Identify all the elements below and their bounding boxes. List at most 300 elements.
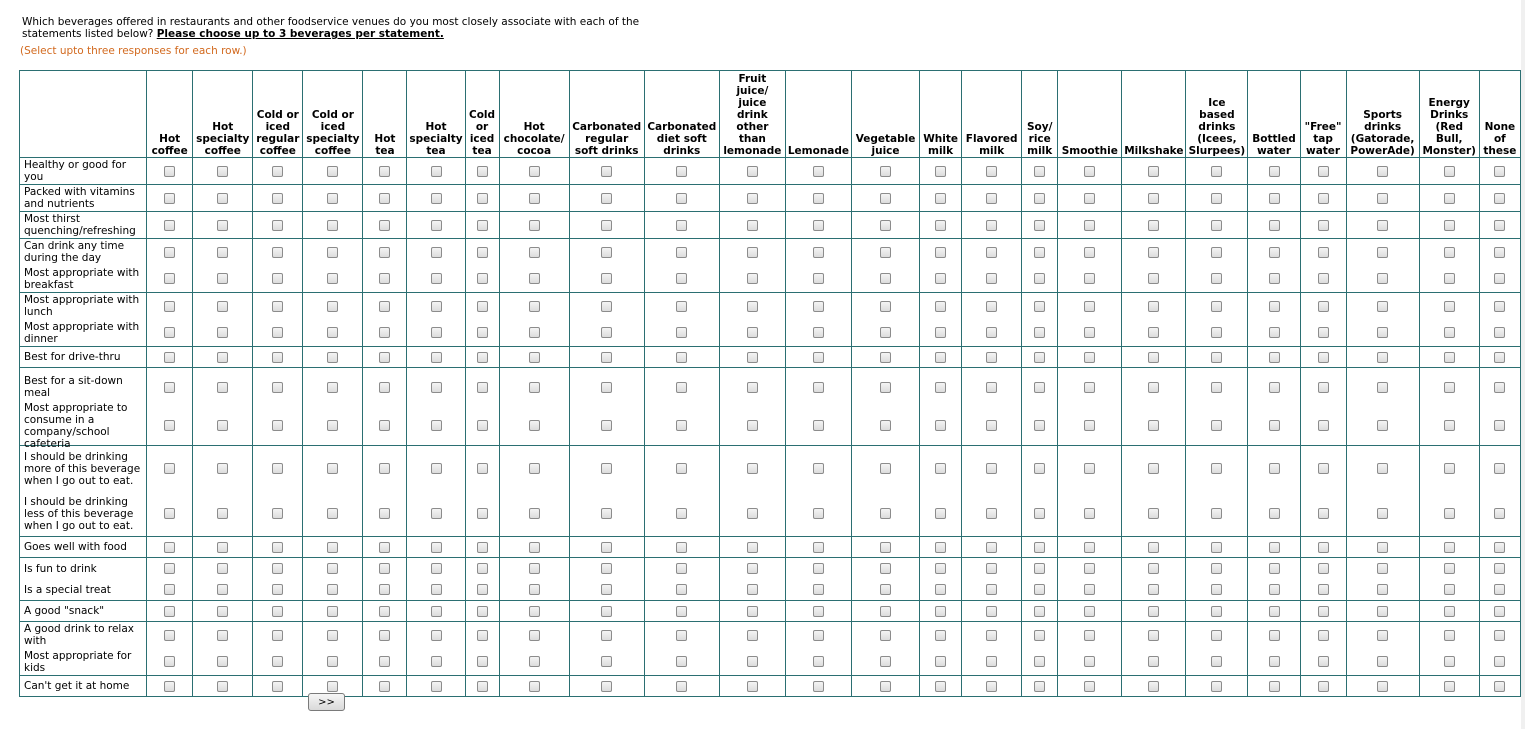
- response-checkbox[interactable]: [327, 301, 338, 312]
- response-checkbox[interactable]: [1211, 327, 1222, 338]
- response-checkbox[interactable]: [1377, 220, 1388, 231]
- response-checkbox[interactable]: [813, 606, 824, 617]
- response-checkbox[interactable]: [1494, 656, 1505, 667]
- response-checkbox[interactable]: [529, 247, 540, 258]
- response-checkbox[interactable]: [1494, 463, 1505, 474]
- response-checkbox[interactable]: [601, 166, 612, 177]
- response-checkbox[interactable]: [747, 273, 758, 284]
- response-checkbox[interactable]: [813, 463, 824, 474]
- response-checkbox[interactable]: [1377, 166, 1388, 177]
- response-checkbox[interactable]: [747, 463, 758, 474]
- response-checkbox[interactable]: [272, 606, 283, 617]
- response-checkbox[interactable]: [272, 327, 283, 338]
- response-checkbox[interactable]: [272, 247, 283, 258]
- response-checkbox[interactable]: [1148, 220, 1159, 231]
- response-checkbox[interactable]: [676, 508, 687, 519]
- response-checkbox[interactable]: [935, 220, 946, 231]
- response-checkbox[interactable]: [813, 542, 824, 553]
- response-checkbox[interactable]: [880, 420, 891, 431]
- response-checkbox[interactable]: [431, 273, 442, 284]
- response-checkbox[interactable]: [880, 193, 891, 204]
- response-checkbox[interactable]: [1211, 508, 1222, 519]
- response-checkbox[interactable]: [272, 463, 283, 474]
- response-checkbox[interactable]: [676, 606, 687, 617]
- response-checkbox[interactable]: [529, 301, 540, 312]
- response-checkbox[interactable]: [1269, 382, 1280, 393]
- response-checkbox[interactable]: [379, 327, 390, 338]
- response-checkbox[interactable]: [1034, 327, 1045, 338]
- response-checkbox[interactable]: [986, 352, 997, 363]
- response-checkbox[interactable]: [327, 584, 338, 595]
- response-checkbox[interactable]: [1494, 220, 1505, 231]
- response-checkbox[interactable]: [986, 606, 997, 617]
- response-checkbox[interactable]: [1269, 630, 1280, 641]
- response-checkbox[interactable]: [1084, 463, 1095, 474]
- response-checkbox[interactable]: [1444, 220, 1455, 231]
- response-checkbox[interactable]: [217, 542, 228, 553]
- response-checkbox[interactable]: [272, 193, 283, 204]
- response-checkbox[interactable]: [379, 352, 390, 363]
- response-checkbox[interactable]: [813, 420, 824, 431]
- response-checkbox[interactable]: [477, 463, 488, 474]
- response-checkbox[interactable]: [272, 542, 283, 553]
- response-checkbox[interactable]: [1084, 508, 1095, 519]
- response-checkbox[interactable]: [880, 681, 891, 692]
- response-checkbox[interactable]: [1494, 327, 1505, 338]
- response-checkbox[interactable]: [747, 563, 758, 574]
- response-checkbox[interactable]: [529, 166, 540, 177]
- response-checkbox[interactable]: [164, 630, 175, 641]
- response-checkbox[interactable]: [1377, 352, 1388, 363]
- response-checkbox[interactable]: [327, 463, 338, 474]
- response-checkbox[interactable]: [379, 508, 390, 519]
- response-checkbox[interactable]: [676, 327, 687, 338]
- response-checkbox[interactable]: [272, 508, 283, 519]
- response-checkbox[interactable]: [1148, 247, 1159, 258]
- response-checkbox[interactable]: [880, 327, 891, 338]
- response-checkbox[interactable]: [327, 327, 338, 338]
- response-checkbox[interactable]: [477, 563, 488, 574]
- response-checkbox[interactable]: [1211, 656, 1222, 667]
- response-checkbox[interactable]: [747, 166, 758, 177]
- response-checkbox[interactable]: [1034, 166, 1045, 177]
- response-checkbox[interactable]: [601, 508, 612, 519]
- response-checkbox[interactable]: [1084, 382, 1095, 393]
- response-checkbox[interactable]: [1211, 247, 1222, 258]
- response-checkbox[interactable]: [1318, 630, 1329, 641]
- response-checkbox[interactable]: [431, 463, 442, 474]
- response-checkbox[interactable]: [1148, 542, 1159, 553]
- response-checkbox[interactable]: [431, 630, 442, 641]
- response-checkbox[interactable]: [164, 463, 175, 474]
- response-checkbox[interactable]: [431, 327, 442, 338]
- response-checkbox[interactable]: [379, 193, 390, 204]
- response-checkbox[interactable]: [1444, 301, 1455, 312]
- response-checkbox[interactable]: [1211, 463, 1222, 474]
- response-checkbox[interactable]: [529, 630, 540, 641]
- response-checkbox[interactable]: [813, 382, 824, 393]
- response-checkbox[interactable]: [1034, 542, 1045, 553]
- response-checkbox[interactable]: [747, 630, 758, 641]
- response-checkbox[interactable]: [880, 166, 891, 177]
- response-checkbox[interactable]: [880, 630, 891, 641]
- response-checkbox[interactable]: [1034, 630, 1045, 641]
- response-checkbox[interactable]: [1084, 681, 1095, 692]
- response-checkbox[interactable]: [431, 193, 442, 204]
- response-checkbox[interactable]: [272, 301, 283, 312]
- response-checkbox[interactable]: [1211, 681, 1222, 692]
- response-checkbox[interactable]: [601, 327, 612, 338]
- response-checkbox[interactable]: [272, 220, 283, 231]
- response-checkbox[interactable]: [747, 220, 758, 231]
- response-checkbox[interactable]: [529, 193, 540, 204]
- response-checkbox[interactable]: [529, 420, 540, 431]
- response-checkbox[interactable]: [1211, 630, 1222, 641]
- response-checkbox[interactable]: [1377, 681, 1388, 692]
- response-checkbox[interactable]: [1377, 630, 1388, 641]
- response-checkbox[interactable]: [813, 193, 824, 204]
- response-checkbox[interactable]: [1269, 420, 1280, 431]
- response-checkbox[interactable]: [1494, 606, 1505, 617]
- response-checkbox[interactable]: [601, 420, 612, 431]
- response-checkbox[interactable]: [477, 247, 488, 258]
- response-checkbox[interactable]: [217, 327, 228, 338]
- response-checkbox[interactable]: [327, 273, 338, 284]
- response-checkbox[interactable]: [1211, 193, 1222, 204]
- response-checkbox[interactable]: [1148, 463, 1159, 474]
- response-checkbox[interactable]: [935, 420, 946, 431]
- response-checkbox[interactable]: [477, 301, 488, 312]
- response-checkbox[interactable]: [164, 606, 175, 617]
- response-checkbox[interactable]: [1148, 352, 1159, 363]
- response-checkbox[interactable]: [1084, 656, 1095, 667]
- response-checkbox[interactable]: [327, 420, 338, 431]
- response-checkbox[interactable]: [747, 382, 758, 393]
- response-checkbox[interactable]: [1148, 420, 1159, 431]
- response-checkbox[interactable]: [676, 420, 687, 431]
- response-checkbox[interactable]: [986, 301, 997, 312]
- response-checkbox[interactable]: [327, 352, 338, 363]
- response-checkbox[interactable]: [477, 584, 488, 595]
- response-checkbox[interactable]: [1148, 584, 1159, 595]
- response-checkbox[interactable]: [1211, 352, 1222, 363]
- response-checkbox[interactable]: [529, 542, 540, 553]
- response-checkbox[interactable]: [217, 166, 228, 177]
- response-checkbox[interactable]: [217, 420, 228, 431]
- response-checkbox[interactable]: [1034, 220, 1045, 231]
- response-checkbox[interactable]: [1269, 220, 1280, 231]
- response-checkbox[interactable]: [1444, 463, 1455, 474]
- response-checkbox[interactable]: [1211, 220, 1222, 231]
- response-checkbox[interactable]: [747, 681, 758, 692]
- response-checkbox[interactable]: [217, 584, 228, 595]
- response-checkbox[interactable]: [1318, 542, 1329, 553]
- response-checkbox[interactable]: [1377, 508, 1388, 519]
- response-checkbox[interactable]: [1444, 166, 1455, 177]
- response-checkbox[interactable]: [880, 508, 891, 519]
- response-checkbox[interactable]: [431, 606, 442, 617]
- response-checkbox[interactable]: [1494, 681, 1505, 692]
- response-checkbox[interactable]: [935, 630, 946, 641]
- response-checkbox[interactable]: [1084, 606, 1095, 617]
- response-checkbox[interactable]: [529, 584, 540, 595]
- response-checkbox[interactable]: [1211, 382, 1222, 393]
- response-checkbox[interactable]: [1211, 563, 1222, 574]
- response-checkbox[interactable]: [986, 273, 997, 284]
- response-checkbox[interactable]: [676, 563, 687, 574]
- response-checkbox[interactable]: [217, 606, 228, 617]
- response-checkbox[interactable]: [1377, 301, 1388, 312]
- response-checkbox[interactable]: [477, 508, 488, 519]
- response-checkbox[interactable]: [1269, 606, 1280, 617]
- response-checkbox[interactable]: [431, 166, 442, 177]
- response-checkbox[interactable]: [1494, 542, 1505, 553]
- response-checkbox[interactable]: [1034, 606, 1045, 617]
- response-checkbox[interactable]: [217, 193, 228, 204]
- response-checkbox[interactable]: [1318, 463, 1329, 474]
- response-checkbox[interactable]: [1034, 247, 1045, 258]
- response-checkbox[interactable]: [431, 220, 442, 231]
- response-checkbox[interactable]: [217, 352, 228, 363]
- response-checkbox[interactable]: [272, 584, 283, 595]
- response-checkbox[interactable]: [272, 166, 283, 177]
- response-checkbox[interactable]: [1318, 301, 1329, 312]
- response-checkbox[interactable]: [379, 301, 390, 312]
- response-checkbox[interactable]: [1084, 420, 1095, 431]
- response-checkbox[interactable]: [1034, 681, 1045, 692]
- response-checkbox[interactable]: [164, 681, 175, 692]
- response-checkbox[interactable]: [1034, 193, 1045, 204]
- response-checkbox[interactable]: [1034, 563, 1045, 574]
- response-checkbox[interactable]: [1318, 656, 1329, 667]
- response-checkbox[interactable]: [164, 166, 175, 177]
- response-checkbox[interactable]: [935, 542, 946, 553]
- response-checkbox[interactable]: [1318, 220, 1329, 231]
- response-checkbox[interactable]: [1211, 420, 1222, 431]
- response-checkbox[interactable]: [1148, 273, 1159, 284]
- response-checkbox[interactable]: [986, 327, 997, 338]
- response-checkbox[interactable]: [813, 656, 824, 667]
- response-checkbox[interactable]: [477, 220, 488, 231]
- response-checkbox[interactable]: [1269, 352, 1280, 363]
- response-checkbox[interactable]: [1494, 508, 1505, 519]
- response-checkbox[interactable]: [935, 584, 946, 595]
- response-checkbox[interactable]: [379, 420, 390, 431]
- response-checkbox[interactable]: [272, 273, 283, 284]
- response-checkbox[interactable]: [1034, 584, 1045, 595]
- response-checkbox[interactable]: [1211, 273, 1222, 284]
- response-checkbox[interactable]: [1269, 327, 1280, 338]
- response-checkbox[interactable]: [1148, 656, 1159, 667]
- response-checkbox[interactable]: [477, 166, 488, 177]
- response-checkbox[interactable]: [747, 508, 758, 519]
- response-checkbox[interactable]: [1148, 301, 1159, 312]
- response-checkbox[interactable]: [1148, 382, 1159, 393]
- response-checkbox[interactable]: [164, 247, 175, 258]
- response-checkbox[interactable]: [601, 220, 612, 231]
- response-checkbox[interactable]: [327, 606, 338, 617]
- response-checkbox[interactable]: [1318, 193, 1329, 204]
- response-checkbox[interactable]: [1444, 681, 1455, 692]
- response-checkbox[interactable]: [1318, 247, 1329, 258]
- response-checkbox[interactable]: [477, 382, 488, 393]
- response-checkbox[interactable]: [164, 563, 175, 574]
- response-checkbox[interactable]: [935, 193, 946, 204]
- response-checkbox[interactable]: [1269, 681, 1280, 692]
- response-checkbox[interactable]: [431, 382, 442, 393]
- response-checkbox[interactable]: [477, 352, 488, 363]
- response-checkbox[interactable]: [986, 463, 997, 474]
- response-checkbox[interactable]: [1269, 508, 1280, 519]
- response-checkbox[interactable]: [1377, 247, 1388, 258]
- response-checkbox[interactable]: [1318, 352, 1329, 363]
- response-checkbox[interactable]: [601, 463, 612, 474]
- response-checkbox[interactable]: [1444, 630, 1455, 641]
- response-checkbox[interactable]: [431, 681, 442, 692]
- response-checkbox[interactable]: [935, 352, 946, 363]
- response-checkbox[interactable]: [431, 656, 442, 667]
- response-checkbox[interactable]: [379, 382, 390, 393]
- response-checkbox[interactable]: [1084, 563, 1095, 574]
- response-checkbox[interactable]: [601, 681, 612, 692]
- response-checkbox[interactable]: [986, 542, 997, 553]
- response-checkbox[interactable]: [676, 630, 687, 641]
- response-checkbox[interactable]: [1034, 301, 1045, 312]
- response-checkbox[interactable]: [431, 352, 442, 363]
- response-checkbox[interactable]: [1084, 542, 1095, 553]
- response-checkbox[interactable]: [747, 542, 758, 553]
- response-checkbox[interactable]: [601, 382, 612, 393]
- response-checkbox[interactable]: [935, 463, 946, 474]
- response-checkbox[interactable]: [1269, 247, 1280, 258]
- response-checkbox[interactable]: [217, 301, 228, 312]
- response-checkbox[interactable]: [935, 327, 946, 338]
- response-checkbox[interactable]: [935, 166, 946, 177]
- response-checkbox[interactable]: [1494, 584, 1505, 595]
- response-checkbox[interactable]: [379, 656, 390, 667]
- response-checkbox[interactable]: [1211, 301, 1222, 312]
- response-checkbox[interactable]: [676, 584, 687, 595]
- response-checkbox[interactable]: [1148, 630, 1159, 641]
- response-checkbox[interactable]: [880, 220, 891, 231]
- response-checkbox[interactable]: [217, 220, 228, 231]
- response-checkbox[interactable]: [529, 220, 540, 231]
- response-checkbox[interactable]: [813, 166, 824, 177]
- response-checkbox[interactable]: [880, 656, 891, 667]
- response-checkbox[interactable]: [529, 327, 540, 338]
- response-checkbox[interactable]: [379, 273, 390, 284]
- response-checkbox[interactable]: [327, 508, 338, 519]
- response-checkbox[interactable]: [1444, 606, 1455, 617]
- response-checkbox[interactable]: [676, 463, 687, 474]
- response-checkbox[interactable]: [601, 273, 612, 284]
- response-checkbox[interactable]: [379, 681, 390, 692]
- response-checkbox[interactable]: [1494, 420, 1505, 431]
- response-checkbox[interactable]: [1084, 193, 1095, 204]
- response-checkbox[interactable]: [431, 563, 442, 574]
- response-checkbox[interactable]: [477, 542, 488, 553]
- response-checkbox[interactable]: [164, 420, 175, 431]
- response-checkbox[interactable]: [676, 681, 687, 692]
- response-checkbox[interactable]: [747, 193, 758, 204]
- response-checkbox[interactable]: [1084, 630, 1095, 641]
- response-checkbox[interactable]: [529, 463, 540, 474]
- response-checkbox[interactable]: [1211, 166, 1222, 177]
- response-checkbox[interactable]: [477, 606, 488, 617]
- response-checkbox[interactable]: [813, 584, 824, 595]
- response-checkbox[interactable]: [217, 382, 228, 393]
- response-checkbox[interactable]: [1318, 563, 1329, 574]
- response-checkbox[interactable]: [676, 273, 687, 284]
- response-checkbox[interactable]: [1444, 584, 1455, 595]
- response-checkbox[interactable]: [1444, 352, 1455, 363]
- response-checkbox[interactable]: [327, 681, 338, 692]
- response-checkbox[interactable]: [327, 193, 338, 204]
- response-checkbox[interactable]: [477, 420, 488, 431]
- response-checkbox[interactable]: [431, 301, 442, 312]
- response-checkbox[interactable]: [1377, 542, 1388, 553]
- response-checkbox[interactable]: [1269, 273, 1280, 284]
- response-checkbox[interactable]: [676, 193, 687, 204]
- response-checkbox[interactable]: [601, 542, 612, 553]
- response-checkbox[interactable]: [676, 166, 687, 177]
- response-checkbox[interactable]: [477, 327, 488, 338]
- response-checkbox[interactable]: [1444, 542, 1455, 553]
- response-checkbox[interactable]: [379, 247, 390, 258]
- response-checkbox[interactable]: [813, 247, 824, 258]
- response-checkbox[interactable]: [431, 584, 442, 595]
- response-checkbox[interactable]: [1494, 166, 1505, 177]
- response-checkbox[interactable]: [1377, 563, 1388, 574]
- response-checkbox[interactable]: [935, 656, 946, 667]
- response-checkbox[interactable]: [164, 301, 175, 312]
- response-checkbox[interactable]: [529, 273, 540, 284]
- response-checkbox[interactable]: [217, 273, 228, 284]
- response-checkbox[interactable]: [747, 584, 758, 595]
- response-checkbox[interactable]: [529, 563, 540, 574]
- response-checkbox[interactable]: [986, 563, 997, 574]
- response-checkbox[interactable]: [935, 273, 946, 284]
- response-checkbox[interactable]: [529, 382, 540, 393]
- response-checkbox[interactable]: [1034, 656, 1045, 667]
- response-checkbox[interactable]: [431, 420, 442, 431]
- response-checkbox[interactable]: [477, 273, 488, 284]
- response-checkbox[interactable]: [379, 463, 390, 474]
- response-checkbox[interactable]: [747, 656, 758, 667]
- response-checkbox[interactable]: [880, 584, 891, 595]
- response-checkbox[interactable]: [747, 247, 758, 258]
- response-checkbox[interactable]: [272, 420, 283, 431]
- response-checkbox[interactable]: [477, 630, 488, 641]
- response-checkbox[interactable]: [813, 563, 824, 574]
- response-checkbox[interactable]: [880, 301, 891, 312]
- response-checkbox[interactable]: [327, 382, 338, 393]
- response-checkbox[interactable]: [1269, 193, 1280, 204]
- response-checkbox[interactable]: [164, 656, 175, 667]
- response-checkbox[interactable]: [164, 382, 175, 393]
- response-checkbox[interactable]: [601, 563, 612, 574]
- response-checkbox[interactable]: [1377, 193, 1388, 204]
- response-checkbox[interactable]: [431, 247, 442, 258]
- response-checkbox[interactable]: [1318, 584, 1329, 595]
- response-checkbox[interactable]: [431, 508, 442, 519]
- response-checkbox[interactable]: [1148, 508, 1159, 519]
- response-checkbox[interactable]: [1211, 584, 1222, 595]
- response-checkbox[interactable]: [813, 301, 824, 312]
- response-checkbox[interactable]: [529, 656, 540, 667]
- response-checkbox[interactable]: [935, 382, 946, 393]
- response-checkbox[interactable]: [880, 273, 891, 284]
